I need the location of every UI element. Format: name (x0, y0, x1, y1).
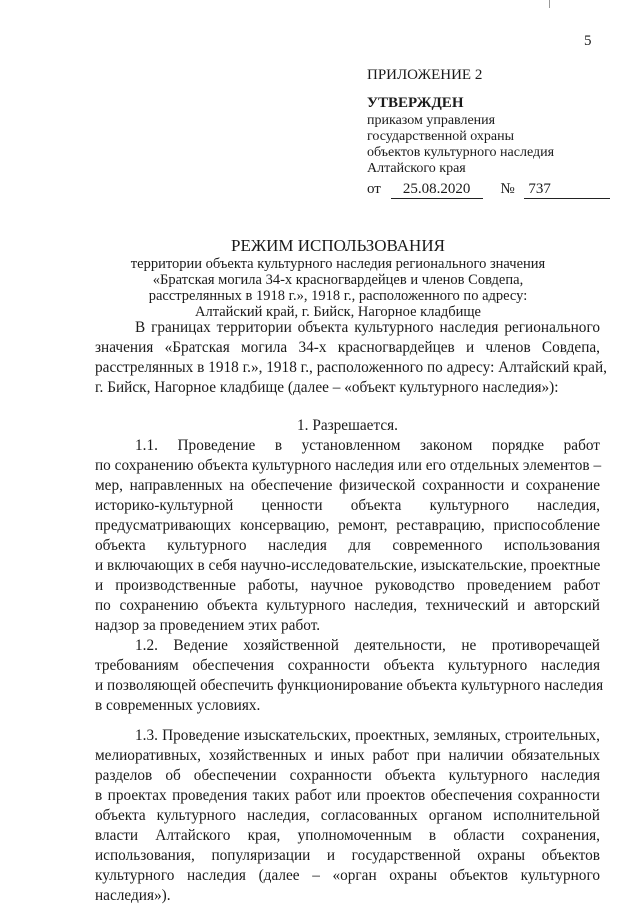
intro-line: г. Бийск, Нагорное кладбище (далее – «объект культурного наследия»): (95, 379, 559, 396)
appendix-title: ПРИЛОЖЕНИЕ 2 (367, 67, 483, 83)
title-subline: Алтайский край, г. Бийск, Нагорное кладбище (195, 304, 481, 320)
approved-label: УТВЕРЖДЕН (367, 95, 464, 111)
document-body (95, 318, 607, 906)
clause-1-2-line: требованиям обеспечения сохранности объекта культурного наследия (95, 657, 600, 674)
clause-1-3-line: разделов об обеспечении сохранности объекта культурного наследия (95, 767, 600, 784)
clause-1-3-line: использования, популяризации и государственной охраны объектов (95, 847, 600, 864)
clause-1-1-line: 1.1. Проведение в установленном законом порядке работ (135, 437, 600, 454)
clause-1-2-line: и позволяющей обеспечить функционирование объекта культурного наследия (95, 677, 604, 694)
order-issuer-line: Алтайского края (367, 161, 466, 176)
page-number: 5 (584, 33, 592, 49)
section-heading: 1. Разрешается. (297, 417, 398, 434)
title-subline: расстрелянных в 1918 г.», 1918 г., расположенного по адресу: (148, 288, 528, 304)
title-subline: территории объекта культурного наследия регионального значения (130, 256, 546, 272)
clause-1-1-line: предусматривающих консервацию, ремонт, реставрацию, приспособление (95, 517, 600, 534)
document-title: РЕЖИМ ИСПОЛЬЗОВАНИЯ (231, 236, 445, 255)
clause-1-1-line: и производственные работы, научное руководство проведением работ (95, 577, 600, 594)
clause-1-1-line: объекта культурного наследия для современного использования (95, 537, 600, 554)
order-details (367, 180, 627, 199)
clause-1-3-line: наследия»). (95, 887, 171, 904)
clause-1-2-line: 1.2. Ведение хозяйственной деятельности, не противоречащей (135, 637, 600, 654)
intro-line: расстрелянных в 1918 г.», 1918 г., расположенного по адресу: Алтайский край, (95, 359, 607, 376)
clause-1-2-line: в современных условиях. (95, 697, 261, 714)
intro-line: В границах территории объекта культурного наследия регионального (135, 319, 600, 336)
clause-1-3-line: 1.3. Проведение изыскательских, проектных, земляных, строительных, (135, 727, 600, 744)
scan-mark (549, 0, 550, 8)
clause-1-1-line: и включающих в себя научно-исследовательские, изыскательские, проектные (95, 557, 601, 574)
clause-1-1-line: надзор за проведением этих работ. (95, 617, 321, 634)
order-issuer-line: государственной охраны (367, 129, 515, 144)
clause-1-3-line: объекта культурного наследия, согласованных органом исполнительной (95, 807, 600, 824)
order-issuer-line: объектов культурного наследия (367, 145, 555, 160)
clause-1-1-line: мер, направленных на обеспечение физической сохранности и сохранение (95, 477, 600, 494)
clause-1-3-line: мелиоративных, хозяйственных и иных работ при наличии обязательных (95, 747, 600, 764)
title-subline: «Братская могила 34-х красногвардейцев и членов Совдепа, (152, 272, 524, 288)
clause-1-3-line: власти Алтайского края, уполномоченным в области сохранения, (95, 827, 600, 844)
intro-line: значения «Братская могила 34-х красногвардейцев и членов Совдепа, (95, 339, 600, 356)
appendix-block (367, 66, 627, 199)
order-number: 737 (524, 181, 610, 199)
document-title-block (88, 236, 588, 320)
order-date-label: от (367, 181, 381, 197)
order-issuer-line: приказом управления (367, 113, 496, 128)
order-date: 25.08.2020 (391, 181, 483, 199)
clause-1-1-line: по сохранению объекта культурного наследия или его отдельных элементов – (95, 457, 602, 474)
clause-1-1-line: по сохранению объекта культурного наследия, технический и авторский (95, 597, 600, 614)
clause-1-1-line: историко-культурной ценности объекта культурного наследия, (95, 497, 600, 514)
order-number-label: № (500, 181, 515, 197)
clause-1-3-line: в проектах проведения таких работ или проектов обеспечения сохранности (95, 787, 600, 804)
clause-1-3-line: культурного наследия (далее – «орган охраны объектов культурного (95, 867, 600, 884)
